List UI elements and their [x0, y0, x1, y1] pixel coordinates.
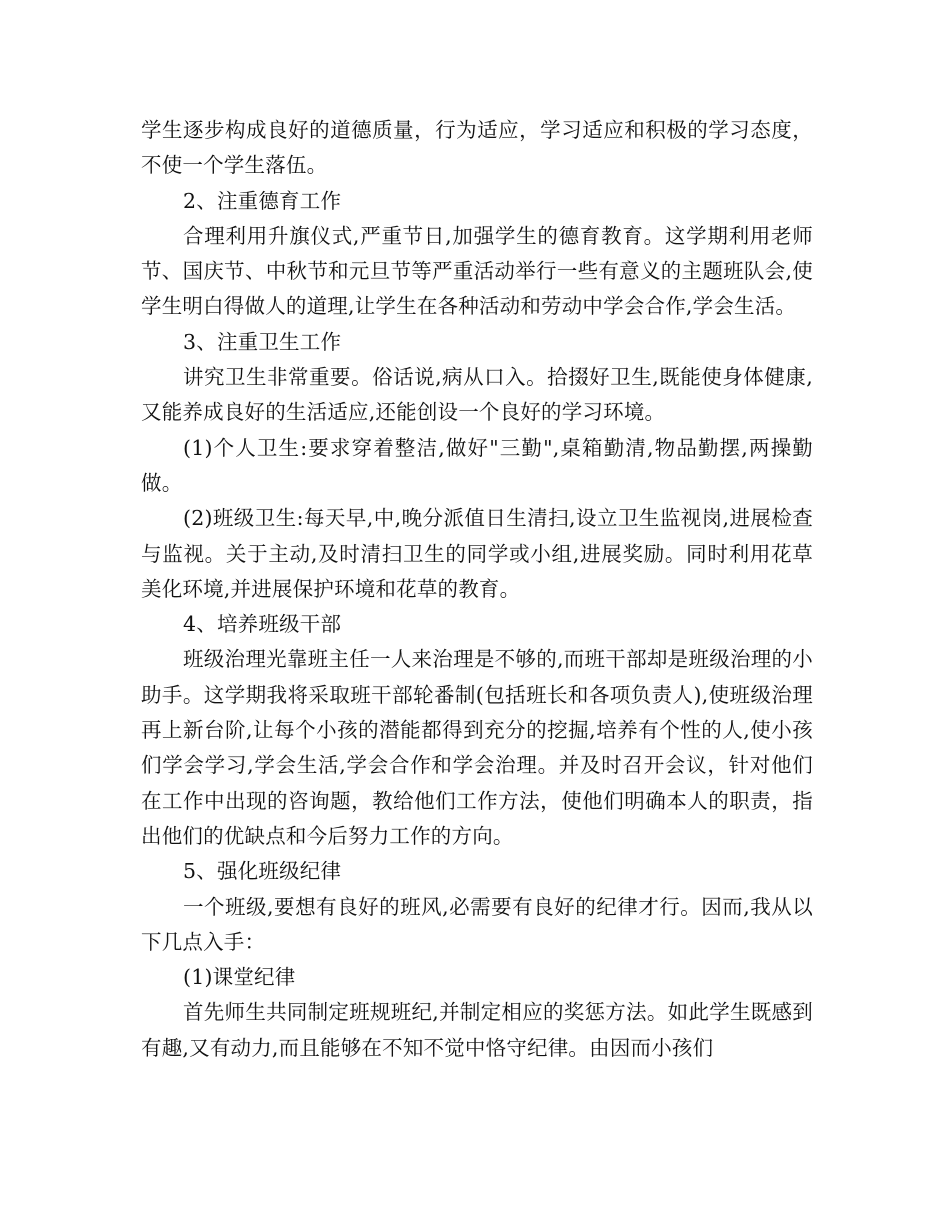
section-heading: 3、注重卫生工作	[183, 329, 342, 354]
paragraph: 班级治理光靠班主任一人来治理是不够的,而班干部却是班级治理的小助手。这学期我将采取班干部轮番制(包括班长和各项负责人),使班级治理再上新台阶,让每个小孩的潜能都得到充分的挖掘,培养有个性的人,使小孩们学会学习,学会生活,学会合作和学会治理。并及时召开会议，针对他们在工作中出现的咨询题，教给他们工作方法，使他们明确本人的职责，指出他们的优缺点和今后努力工作的方向。	[141, 647, 813, 848]
document-body	[141, 113, 813, 1066]
section-heading: 4、培养班级干部	[183, 612, 342, 637]
section-heading: 5、强化班级纪律	[183, 859, 342, 884]
section-heading: 2、注重德育工作	[183, 188, 342, 213]
paragraph: 合理利用升旗仪式,严重节日,加强学生的德育教育。这学期利用老师节、国庆节、中秋节和元旦节等严重活动举行一些有意义的主题班队会,使学生明白得做人的道理,让学生在各种活动和劳动中学会合作,学会生活。	[141, 223, 813, 319]
paragraph: 一个班级,要想有良好的班风,必需要有良好的纪律才行。因而,我从以下几点入手：	[141, 894, 813, 954]
paragraph: 学生逐步构成良好的道德质量，行为适应，学习适应和积极的学习态度，不使一个学生落伍。	[141, 118, 813, 178]
paragraph: 讲究卫生非常重要。俗话说,病从口入。拾掇好卫生,既能使身体健康,又能养成良好的生活适应,还能创设一个良好的学习环境。	[141, 365, 813, 425]
paragraph: (2)班级卫生:每天早,中,晚分派值日生清扫,设立卫生监视岗,进展检查与监视。关于主动,及时清扫卫生的同学或小组,进展奖励。同时利用花草美化环境,并进展保护环境和花草的教育。	[141, 506, 813, 601]
paragraph: (1)课堂纪律	[183, 965, 296, 990]
paragraph: 首先师生共同制定班规班纪,并制定相应的奖惩方法。如此学生既感到有趣,又有动力,而且能够在不知不觉中恪守纪律。由因而小孩们	[141, 1000, 813, 1060]
paragraph: (1)个人卫生:要求穿着整洁,做好"三勤",桌箱勤清,物品勤摆,两操勤做。	[141, 435, 813, 495]
